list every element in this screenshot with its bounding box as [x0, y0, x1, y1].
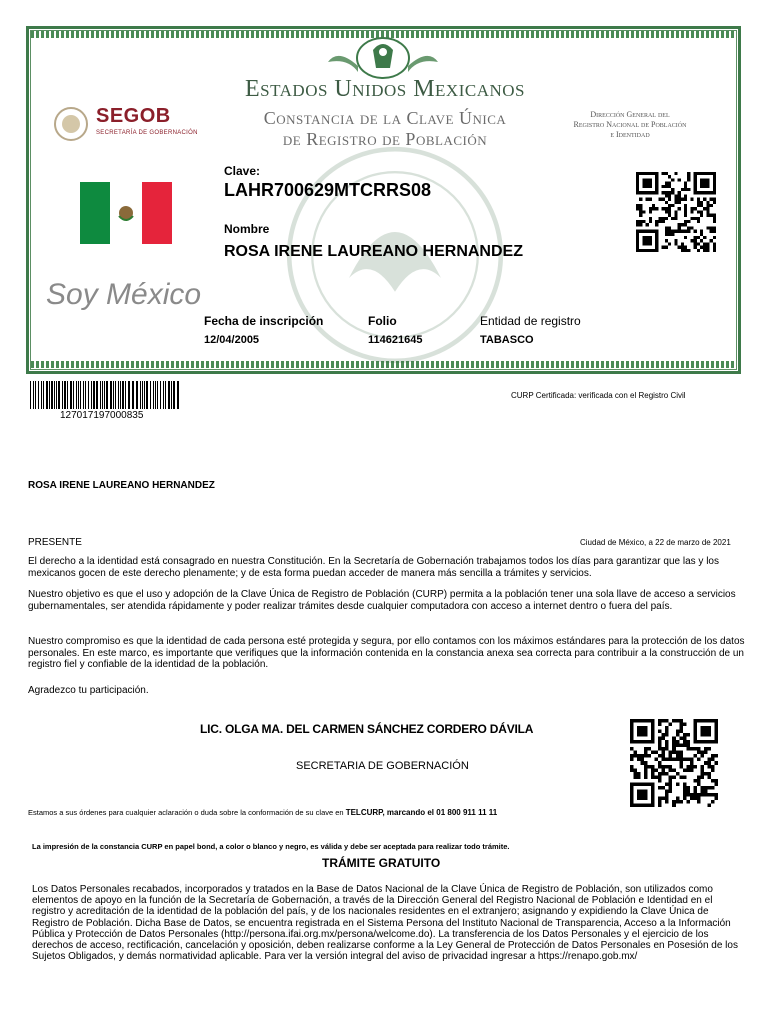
document-title-line2: de Registro de Población [282, 129, 488, 149]
paragraph-4: Agradezco tu participación. [28, 685, 149, 696]
folio-label: Folio [368, 314, 397, 328]
document-title-line1: Constancia de la Clave Única [263, 108, 507, 128]
curp-value: LAHR700629MTCRRS08 [224, 180, 432, 200]
dgr-header [550, 110, 710, 140]
privacy-notice: Los Datos Personales recabados, incorporados y tratados en la Base de Datos Nacional de la Clave Única de Registro de Población, son utilizados como elementos de apoyo en la función de la Secretaría de Gobernación, a través de la Dirección General del Registro Nacional de Población e Identidad en el registro y acreditación de la identidad de la población del país, y de los nacionales residentes en el extranjero; asignando y expidiendo la Clave Única de Registro de Población. Dicha Base de Datos, se encuentra registrada en el Sistema Persona del Instituto Nacional de Transparencia, Acceso a la Información Pública y Protección de Datos Personales (http://persona.ifai.org.mx/persona/welcome.do). La transferencia de los Datos Personales y el ejercicio de los derechos de acceso, rectificación, cancelación y oposición, deben realizarse conforme a la Ley General de Protección de Datos Personales en Posesión de los Sujetos Obligados, y demás normatividad aplicable. Para ver la versión integral del aviso de privacidad ingresar a https://renapo.gob.mx/ [32, 884, 738, 963]
entidad-label: Entidad de registro [480, 314, 581, 328]
paragraph-1: El derecho a la identidad está consagrado en nuestra Constitución. En la Secretaría de Gobernación trabajamos todos los días para garantizar que las y los mexicanos gocen de este derecho plenamente; y de esta forma puedan acceder de manera más sencilla a trámites y servicios. [28, 556, 719, 579]
recipient-name: ROSA IRENE LAUREANO HERNANDEZ [28, 480, 215, 491]
qr-code-signature-icon [630, 719, 718, 807]
dgr-line3: e Identidad [610, 130, 650, 139]
segob-subtitle: SECRETARÍA DE GOBERNACIÓN [96, 130, 198, 136]
nombre-value: ROSA IRENE LAUREANO HERNANDEZ [224, 243, 523, 260]
print-note: La impresión de la constancia CURP en papel bond, a color o blanco y negro, es válida y debe ser aceptada para realizar todo trámite. [32, 842, 510, 851]
clave-label: Clave: [224, 164, 261, 178]
folio-value: 114621645 [368, 334, 423, 346]
presente-label: PRESENTE [28, 537, 82, 548]
contact-phone: TELCURP, marcando el 01 800 911 11 11 [345, 808, 498, 817]
entidad-value: TABASCO [480, 334, 534, 346]
paragraph-2: Nuestro objetivo es que el uso y adopción de la Clave Única de Registro de Población (CURP) permita a la población tener una sola llave de acceso a servicios gubernamentales, ser atendida rápidamente y poder realizar trámites desde cualquier computadora con acceso a internet dentro o fuera del país. [28, 589, 736, 612]
contact-note [28, 808, 497, 817]
barcode-icon [30, 381, 180, 409]
nombre-label: Nombre [224, 222, 270, 236]
dgr-line2: Registro Nacional de Población [573, 120, 687, 129]
tramite-gratuito: TRÁMITE GRATUITO [322, 856, 441, 870]
dgr-line1: Dirección General del [590, 110, 670, 119]
eagle-emblem [318, 28, 448, 82]
barcode-number: 127017197000835 [60, 410, 144, 421]
paragraph-3: Nuestro compromiso es que la identidad de cada persona esté protegida y segura, por ello contamos con los máximos estándares para la protección de los datos personales. En este marco, es importante que verifiques que la información contenida en la constancia anexa sea correcta para contribuir a la construcción de un registro fiel y confiable de la identidad de la población. [28, 636, 745, 670]
country-title: Estados Unidos Mexicanos [245, 76, 525, 102]
curp-certified-note: CURP Certificada: verificada con el Registro Civil [511, 391, 686, 400]
signer-office: SECRETARIA DE GOBERNACIÓN [296, 760, 469, 772]
contact-prefix: Estamos a sus órdenes para cualquier aclaración o duda sobre la conformación de su clave en [28, 808, 344, 817]
slogan: Soy México [46, 278, 202, 311]
mexican-flag-icon [80, 182, 172, 244]
signer-name: LIC. OLGA MA. DEL CARMEN SÁNCHEZ CORDERO DÁVILA [200, 722, 534, 736]
place-date: Ciudad de México, a 22 de marzo de 2021 [580, 538, 731, 547]
segob-logo-text: SEGOB [96, 105, 171, 127]
segob-seal-icon [52, 106, 90, 142]
fecha-inscripcion-label: Fecha de inscripción [204, 314, 324, 328]
qr-code-icon [636, 172, 716, 252]
fecha-inscripcion-value: 12/04/2005 [204, 334, 260, 346]
